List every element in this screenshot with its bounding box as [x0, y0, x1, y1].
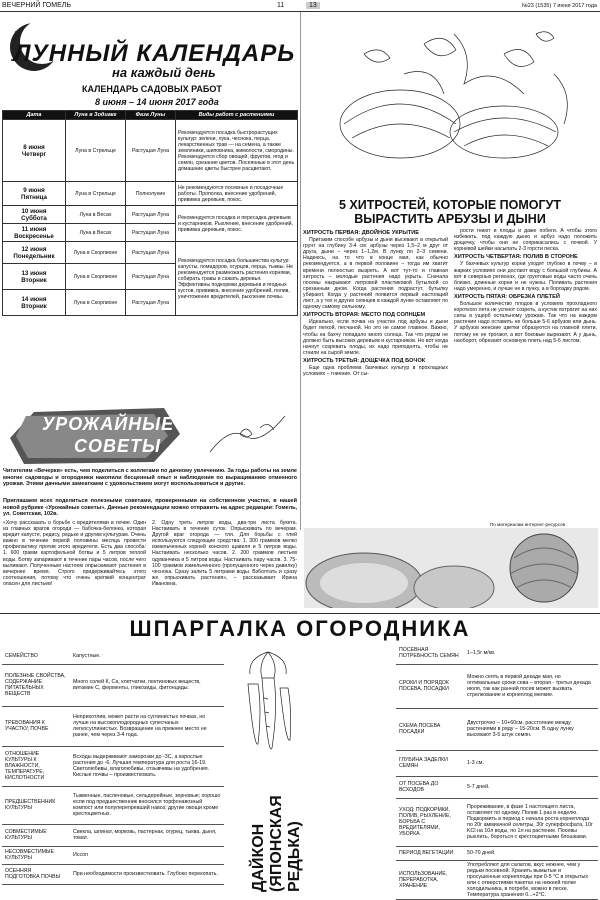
advice-intro: Читателям «Вечерки» есть, чем поделиться с коллегами по дачному увлечению. За годы работы на земле многие садоводы и огородники накопили бесценный опыт и наблюдения по выращиванию отменного урожая. Этими дачными замеатками с удовольствием могут воспользоваться и другие.: [3, 468, 297, 487]
table-row: [2, 746, 224, 786]
work-cell: Рекомендуется посадка быстрорастущих культур: зелени, лука, чеснока, перца, лекарственных трав — на семена, а также земляники, шиповника, жимолости, смородины. Рекомендуется сбор овощей, фруктов, ягод и семян, срезание цветов. Посеянные в этот день домашние цветы быстрее расцветают.: [176, 120, 298, 182]
tip-heading: ХИТРОСТЬ ТРЕТЬЯ: ДОЩЕЧКА ПОД БОЧОК: [303, 357, 426, 364]
column-header: Дата: [3, 111, 66, 120]
property-key: СОВМЕСТИМЫЕ КУЛЬТУРЫ: [2, 824, 70, 846]
property-key: ГЛУБИНА ЗАДЕЛКИ СЕМЯН: [396, 750, 464, 776]
tip-heading: ХИТРОСТЬ ВТОРАЯ: МЕСТО ПОД СОЛНЦЕМ: [303, 312, 426, 319]
cheat-title: ШПАРГАЛКА ОГОРОДНИКА: [129, 616, 471, 641]
table-row: [2, 824, 224, 846]
day-cell: 11 июня Воскресенье: [3, 224, 66, 242]
daikon-label: ДАЙКОН (ЯПОНСКАЯ РЕДЬКА): [250, 795, 303, 892]
property-key: ПРЕДШЕСТВЕННИК КУЛЬТУРЫ: [2, 786, 70, 824]
property-key: СРОКИ И ПОРЯДОК ПОСЕВА, ПОСАДКИ: [396, 664, 464, 708]
property-value: При необходимости произвестковать. Глубоко перекопать.: [70, 864, 224, 884]
tip-text: У бахчевых культур корни уходят глубоко в почву – в жарких условиях они достают воду с большой глубины. А вот в северных регионах, где грунтовые воды часто очень близко, длинные корни и не нужны. Поливать растения надо умеренно, и лучше не в лунку, а в бороздку рядом.: [454, 261, 597, 292]
melons-column-1: [303, 228, 448, 379]
day-cell: 10 июня Суббота: [3, 206, 66, 224]
lunar-calendar-subtitle: КАЛЕНДАРЬ САДОВЫХ РАБОТ: [82, 84, 222, 94]
property-value: 1–1,5г м/кв.: [464, 642, 598, 664]
phase-cell: Растущая Луна: [126, 120, 176, 182]
tip-heading: ХИТРОСТЬ ЧЕТВЕРТАЯ: ПОЛИВ В СТОРОНЕ: [454, 254, 578, 261]
property-value: Двустрочно – 10+60см, расстояние между растениями в ряду – 15-20см. В одну лунку высевают 3-5 штук семян.: [464, 708, 598, 750]
lunar-table: [2, 110, 298, 316]
left-masthead: ВЕЧЕРНИЙ ГОМЕЛЬ: [2, 2, 71, 9]
property-value: Иссоп: [70, 846, 224, 864]
table-row: [3, 242, 298, 264]
day-cell: 14 июня Вторник: [3, 290, 66, 316]
day-cell: 8 июня Четверг: [3, 120, 66, 182]
work-cell: Не рекомендуются посевные и посадочные работы. Прополка, внесение удобрений, прививка деревьев, покос.: [176, 182, 298, 206]
zodiac-cell: Луна в Стрельце: [66, 120, 126, 182]
property-value: Употребляют для салатов, вкус нежнее, чем у редьки посевной. Хранить вымытые и просушенные корнеплоды при 0-5 °С в открытых или с отверстиями пакетах на нижней полке холодильника, в погребе, можно в песке. Температура хранения 0...+2°С.: [464, 860, 598, 899]
left-page-number: 11: [277, 2, 285, 9]
melons-column-2: [454, 228, 597, 346]
day-cell: 13 июня Вторник: [3, 264, 66, 290]
property-value: 5-7 дней.: [464, 776, 598, 798]
column-header: Фаза Луны: [126, 111, 176, 120]
property-value: Всходы выдерживают заморозки до -3С, а взрослые растения до -6. Лучшая температура для роста 16-19. Светолюбивы, влаголюбивы, отзывчивы на удобрения. Кислые почвы – произвестковать.: [70, 746, 224, 786]
property-value: Неприхотлив, может расти на суглинистых почвах, но лучше на высокоплодородных супесчаных легкосуглинистых. Возвращение на прежнее место не ранее, чем через 3-4 года.: [70, 706, 224, 746]
property-key: ОТНОШЕНИЕ КУЛЬТУРЫ К ВЛАЖНОСТИ, ТЕМПЕРАТУРЕ, КИСЛОТНОСТИ: [2, 746, 70, 786]
table-row: [396, 776, 598, 798]
property-key: НЕСОВМЕСТИМЫЕ КУЛЬТУРЫ: [2, 846, 70, 864]
advice-column-1: «Хочу рассказать о борьбе с вредителями в почве. Один из главных врагов огорода — бабочка-белянка, которая вредит капусте, редису, редьке и другим культурам. Очень важно в течение первой половины месяца провести профилактику против этого вредителя. Есть два способа: 1. 600 грамм картофельной ботвы и 5 литров теплой воды. Ботву запаривают в течение пары часов, после чего выливают. Полученным настоем опрыскивают растения в вечернее время. Строго придерживайтесь этого соотношения, потому что очень крепкий концентрат опасен для листьев!: [3, 520, 146, 587]
property-key: СХЕМА ПОСЕВА ПОСАДКИ: [396, 708, 464, 750]
property-key: ОСЕННЯЯ ПОДГОТОВКА ПОЧВЫ: [2, 864, 70, 884]
table-row: [396, 860, 598, 899]
table-row: [2, 864, 224, 884]
right-page-number: 13: [306, 2, 320, 9]
property-key: ТРЕБОВАНИЯ К УЧАСТКУ, ПОЧВЕ: [2, 706, 70, 746]
page-divider: [300, 12, 301, 530]
table-row: [396, 846, 598, 860]
phase-cell: Растущая Луна: [126, 264, 176, 290]
lunar-table-header: [3, 111, 298, 120]
zodiac-cell: Луна в Скорпионе: [66, 264, 126, 290]
table-row: [396, 798, 598, 846]
tip-text: Притаким способе арбузы и дыни высевают в открытый грунт на глубину 3-4 см: арбузы через 1,5–2 м друг от друга, дыни – через 1–1,2м. В лунку по 2–3 семени. Надеюсь, на то что в конце мая, как обычно рекомендуется, а в первой половине – тогда им хватит времени полностью вызреть. А вот тут-то и главная хитрость – молодые растения надо укрыть. Сначала посевы накрывают литровой пластиковой бутылкой со срезанным дном. Когда растения подрастут, бутылку убирают. Когда у растений появится первый настоящий лист, а у тех и других сеянцев в каждой лунке оставляют по одному самому сильному.: [303, 237, 448, 311]
table-row: [3, 182, 298, 206]
property-value: Можно сеять в первой декаде мая, но оптимальные сроки сева – вторая - третья декада июля, так как ранний посев может вызвать стрелкование и корнеплод мелкие.: [464, 664, 598, 708]
column-header: Виды работ с растениями: [176, 111, 298, 120]
melons-credit: По материалам интернет-ресурсов: [490, 522, 566, 527]
tip-heading: ХИТРОСТЬ ПЯТАЯ: ОБРЕЗКА ПЛЕТЕЙ: [454, 293, 560, 300]
advice-banner-line1: УРОЖАЙНЫЕ: [42, 414, 175, 434]
column-header: Луна в Зодиаке: [66, 111, 126, 120]
property-key: СЕМЕЙСТВО: [2, 648, 70, 664]
cheat-title-rule: [0, 613, 600, 614]
lunar-dates: 8 июня – 14 июня 2017 года: [95, 97, 219, 107]
cheat-right-table: [396, 642, 598, 900]
tip-text: Еще одна проблема бахчевых культур в прохладных условиях – гниение. От сы-: [303, 364, 448, 378]
zodiac-cell: Луна в Весах: [66, 206, 126, 224]
tip-text: рости гниют и плоды и даже побеги. А чтобы этого избежать, под каждую дыню и арбуз надо положить дощечку, чтобы они не соприкасались с почвой. У корневой шейки насыпать 2-3 горсти песка.: [454, 228, 597, 253]
melons-headline: 5 ХИТРОСТЕЙ, КОТОРЫЕ ПОМОГУТ ВЫРАСТИТЬ АРБУЗЫ И ДЫНИ: [338, 198, 562, 226]
table-row: [2, 648, 224, 664]
property-key: УХОД: ПОДКОРМКИ, ПОЛИВ, РЫХЛЕНИЕ, БОРЬБА С ВРЕДИТЕЛЯМИ, УБОРКА: [396, 798, 464, 846]
table-row: [396, 664, 598, 708]
issue-info: №23 (1535) 7 июня 2017 года: [521, 3, 597, 9]
lunar-subtitle-line: на каждый день: [112, 65, 216, 80]
table-row: [2, 664, 224, 706]
property-value: Свекла, шпинат, морковь, пастернак, огурец, тыква, дыня, томат.: [70, 824, 224, 846]
tip-heading: ХИТРОСТЬ ПЕРВАЯ: ДВОЙНОЕ УКРЫТИЕ: [303, 230, 419, 236]
property-value: Тыквенные, пасленовые, сельдерейные, зерновые; хорошо если под предшественник вносился торфонавозный компост или полуперепревший навоз; другие овощи кроме крестоцветных.: [70, 786, 224, 824]
zodiac-cell: Луна в Скорпионе: [66, 290, 126, 316]
tip-text: Идеально, если почва на участке под арбузы и дыни будет легкой, песчаной. Но это не самое главное. Важно, чтобы на бахчу попадало много солнца. Так что рядом не должно быть высоких деревьев и кустарников. Но вот когда начнут созревать плоды, их надо приподнять, чтобы не сгнили на сырой земле.: [303, 319, 448, 356]
work-cell: Рекомендуется посадка большинства культур: капусты, помидоров, огурцов, перца, тыквы. Не рекомендуется размножать растения корнями, собирать травы и сажать деревья. Эффективны подкормки деревьев и ягодных кустов, прививка, внесение удобрений, полив, уничтожение вредителей, рыхление почвы.: [176, 242, 298, 316]
property-key: ОТ ПОСЕВА ДО ВСХОДОВ: [396, 776, 464, 798]
phase-cell: Растущая Луна: [126, 224, 176, 242]
table-row: [396, 750, 598, 776]
daikon-illustration: [228, 648, 308, 758]
lunar-title: ЛУННЫЙ КАЛЕНДАРЬ: [14, 40, 296, 67]
advice-banner-line2: СОВЕТЫ: [74, 436, 161, 456]
tip-text: Большое количество плодов в условиях прохладного короткого лета не успеют созреть, а кустик потратит на них силы в ущерб остальному урожаю. Так что на каждом растении надо оставить не больше 5-6 арбузов или дынь. У арбузов женские цветки образуются на главной плети, потому ее не трогают, а вот боковые вырезают. А у дынь, наоборот, обрезают основную плеть над 5-6 листом.: [454, 301, 597, 344]
property-value: 50-70 дней.: [464, 846, 598, 860]
table-row: [2, 706, 224, 746]
advice-column-2: 2. Одну треть литров воды, два-три листа букета. Настаивать в течение суток. Опрыскивать по вечерам. Другой враг огорода — тля. Для борьбы с тлей используются следующие средства: 1. 300 граммов мелко измельченных корней конского щавеля и 5 литров воды. Настаивать несколько часов. 2. 200 граммов листьев одуванчика и 5 литров воды. Настаивать пару часов. 3. 75-100 граммов измельченного (пропущенного через давилку) чеснока. Сразу залить 5 литрами воды. Взболтать и сразу же опрыскивать растения», – рассказывает Ирина Ивановна.: [152, 520, 297, 587]
work-cell: Рекомендуется посадка и пересадка деревьев и кустарников. Рыхление, внесение удобрений, прививка деревьев, покос.: [176, 206, 298, 242]
flower-icon: [200, 406, 290, 454]
cheat-left-table: [2, 648, 224, 885]
advice-banner: [4, 404, 184, 466]
property-key: ИСПОЛЬЗОВАНИЕ, ПЕРЕРАБОТКА, ХРАНЕНИЕ: [396, 860, 464, 899]
table-row: [2, 786, 224, 824]
table-row: [2, 846, 224, 864]
table-row: [3, 120, 298, 182]
phase-cell: Растущая Луна: [126, 242, 176, 264]
zodiac-cell: Луна в Стрельце: [66, 182, 126, 206]
table-row: [396, 708, 598, 750]
property-value: Много солей К, Ca, клетчатки, пектиновых веществ, витамин С, ферменты, гликозиды, фитонциды.: [70, 664, 224, 706]
property-key: ПОСЕВНАЯ ПОТРЕБНОСТЬ СЕМЯН: [396, 642, 464, 664]
melon-illustration: [304, 14, 598, 164]
melon-photo: [304, 528, 598, 608]
property-value: 1-3 см.: [464, 750, 598, 776]
phase-cell: Полнолуние: [126, 182, 176, 206]
phase-cell: Растущая Луна: [126, 206, 176, 224]
property-key: ПОЛЕЗНЫЕ СВОЙСТВА, СОДЕРЖАНИЕ ПИТАТЕЛЬНЫХ ВЕЩЕСТВ: [2, 664, 70, 706]
property-key: ПЕРИОД ВЕГЕТАЦИИ: [396, 846, 464, 860]
advice-invite: Приглашаем всех поделиться полезными советами, проверенными на собственном участке, в нашей новой рубрике «Урожайные советы». Дачные рекомендации можно отправить на адрес редакции: Гомель, ул. Советская, 102в.: [3, 498, 297, 517]
day-cell: 12 июня Понедельник: [3, 242, 66, 264]
zodiac-cell: Луна в Скорпионе: [66, 242, 126, 264]
property-value: Капустные.: [70, 648, 224, 664]
property-value: Прореживание, в фазе 1 настоящего листа, оставляют по одному. Полив 1 раз в неделю. Подкормить в период с начала роста корнеплода по 20г аммиачной селитры, 30г суперфосфата, 10г KCl на 10л воды, по 1л на растение. Посевы рыхлить, бороться с крестоцветными блошками.: [464, 798, 598, 846]
day-cell: 9 июня Пятница: [3, 182, 66, 206]
table-row: [396, 642, 598, 664]
table-row: [3, 206, 298, 224]
phase-cell: Растущая Луна: [126, 290, 176, 316]
zodiac-cell: Луна в Весах: [66, 224, 126, 242]
